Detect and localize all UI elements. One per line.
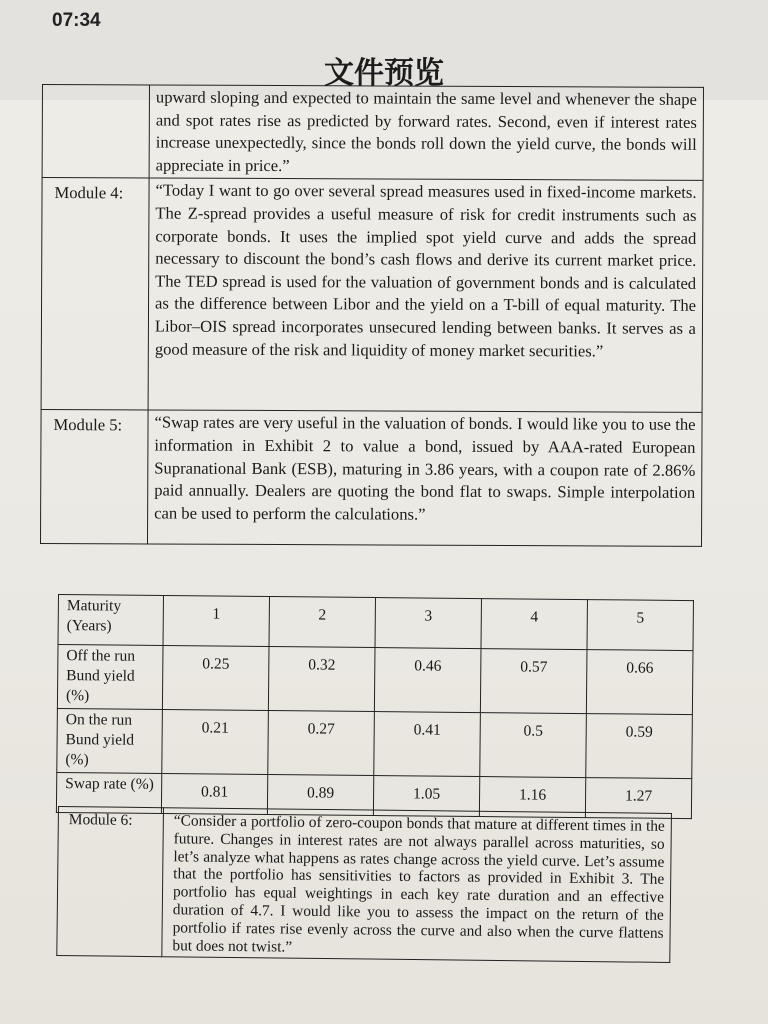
table-row bbox=[40, 410, 702, 547]
table-cell: 0.89 bbox=[267, 775, 373, 816]
modules-table bbox=[40, 84, 704, 547]
maturity-cell: 2 bbox=[269, 597, 375, 648]
table-cell: 0.41 bbox=[374, 712, 481, 777]
table-cell: 0.81 bbox=[161, 774, 267, 815]
table-cell: 0.5 bbox=[480, 713, 587, 778]
row-header: Off the run Bund yield (%) bbox=[57, 645, 163, 710]
module-label: Module 5: bbox=[40, 410, 148, 544]
exhibit-table bbox=[56, 594, 694, 819]
table-row bbox=[42, 85, 703, 181]
continuation-text: upward sloping and expected to maintain the same level and whenever the shape and spot rates rise as predicted by forward rates. Second, even if interest rates increase unexpectedly, since the bonds roll down the yield curve, the bonds will appreciate in price.” bbox=[149, 85, 703, 181]
table-cell: 0.57 bbox=[480, 649, 587, 714]
table-cell: 1.27 bbox=[585, 778, 691, 819]
table-row bbox=[57, 708, 693, 778]
document-preview[interactable] bbox=[0, 87, 768, 1024]
module-text: “Swap rates are very useful in the valuation of bonds. I would like you to use the information in Exhibit 2 to value a bond, issued by AAA-rated European Supranational Bank (ESB), maturing in 3.86 years, with a coupon rate of 2.86% paid annually. Dealers are quoting the bond flat to swaps. Simple interpolation can be used to perform the calculations.” bbox=[147, 410, 702, 546]
page-title: 文件预览 bbox=[324, 56, 444, 91]
table-row bbox=[41, 178, 703, 413]
row-header: On the run Bund yield (%) bbox=[57, 708, 163, 773]
document-page bbox=[0, 87, 768, 1024]
table-cell: 0.59 bbox=[586, 714, 693, 779]
maturity-cell: 1 bbox=[163, 596, 269, 647]
table-cell: 0.66 bbox=[586, 650, 693, 715]
maturity-cell: 4 bbox=[481, 599, 587, 650]
status-bar bbox=[0, 0, 768, 40]
table-cell: 0.27 bbox=[268, 711, 375, 776]
table-header-row bbox=[58, 595, 693, 651]
table-cell: 0.21 bbox=[162, 710, 269, 775]
table-cell: 0.32 bbox=[268, 647, 375, 712]
table-cell: 1.05 bbox=[373, 776, 479, 817]
row-header: Maturity (Years) bbox=[58, 595, 163, 646]
module-text: “Consider a portfolio of zero-coupon bonds that mature at different times in the future. Changes in interest rates are not always parallel across maturities, so let’s analyze what happens as rates change across the yield curve. Let’s assume that the portfolio has sensitivities to factors as provided in Exhibit 3. The portfolio has equal weightings in each key rate duration and an effective duration of 4.7. I would like you to assess the impact on the return of the portfolio if rates rise evenly across the curve and also when the curve flattens but does not twist.” bbox=[162, 808, 672, 963]
module-label bbox=[42, 85, 149, 179]
module-label: Module 4: bbox=[41, 178, 149, 410]
table-row bbox=[57, 807, 672, 963]
row-header: Swap rate (%) bbox=[56, 772, 161, 813]
module-6-table bbox=[56, 806, 672, 963]
maturity-cell: 5 bbox=[587, 600, 693, 651]
table-row bbox=[57, 645, 693, 715]
maturity-cell: 3 bbox=[375, 598, 481, 649]
table-cell: 1.16 bbox=[479, 777, 585, 818]
table-cell: 0.46 bbox=[374, 648, 481, 713]
module-text: “Today I want to go over several spread measures used in fixed-income markets. The Z-spread provides a useful measure of risk for credit instruments such as corporate bonds. It uses the implied spot yield curve and adds the spread necessary to discount the bond’s cash flows and derive its current market price. The TED spread is used for the valuation of government bonds and is calculated as the difference between Libor and the yield on a T-bill of equal maturity. The Libor–OIS spread incorporates unsecured lending between banks. It serves as a good measure of the risk and liquidity of money market securities.” bbox=[148, 178, 703, 412]
table-cell: 0.25 bbox=[162, 646, 269, 711]
status-time: 07:34 bbox=[52, 10, 101, 31]
module-label: Module 6: bbox=[57, 807, 164, 958]
